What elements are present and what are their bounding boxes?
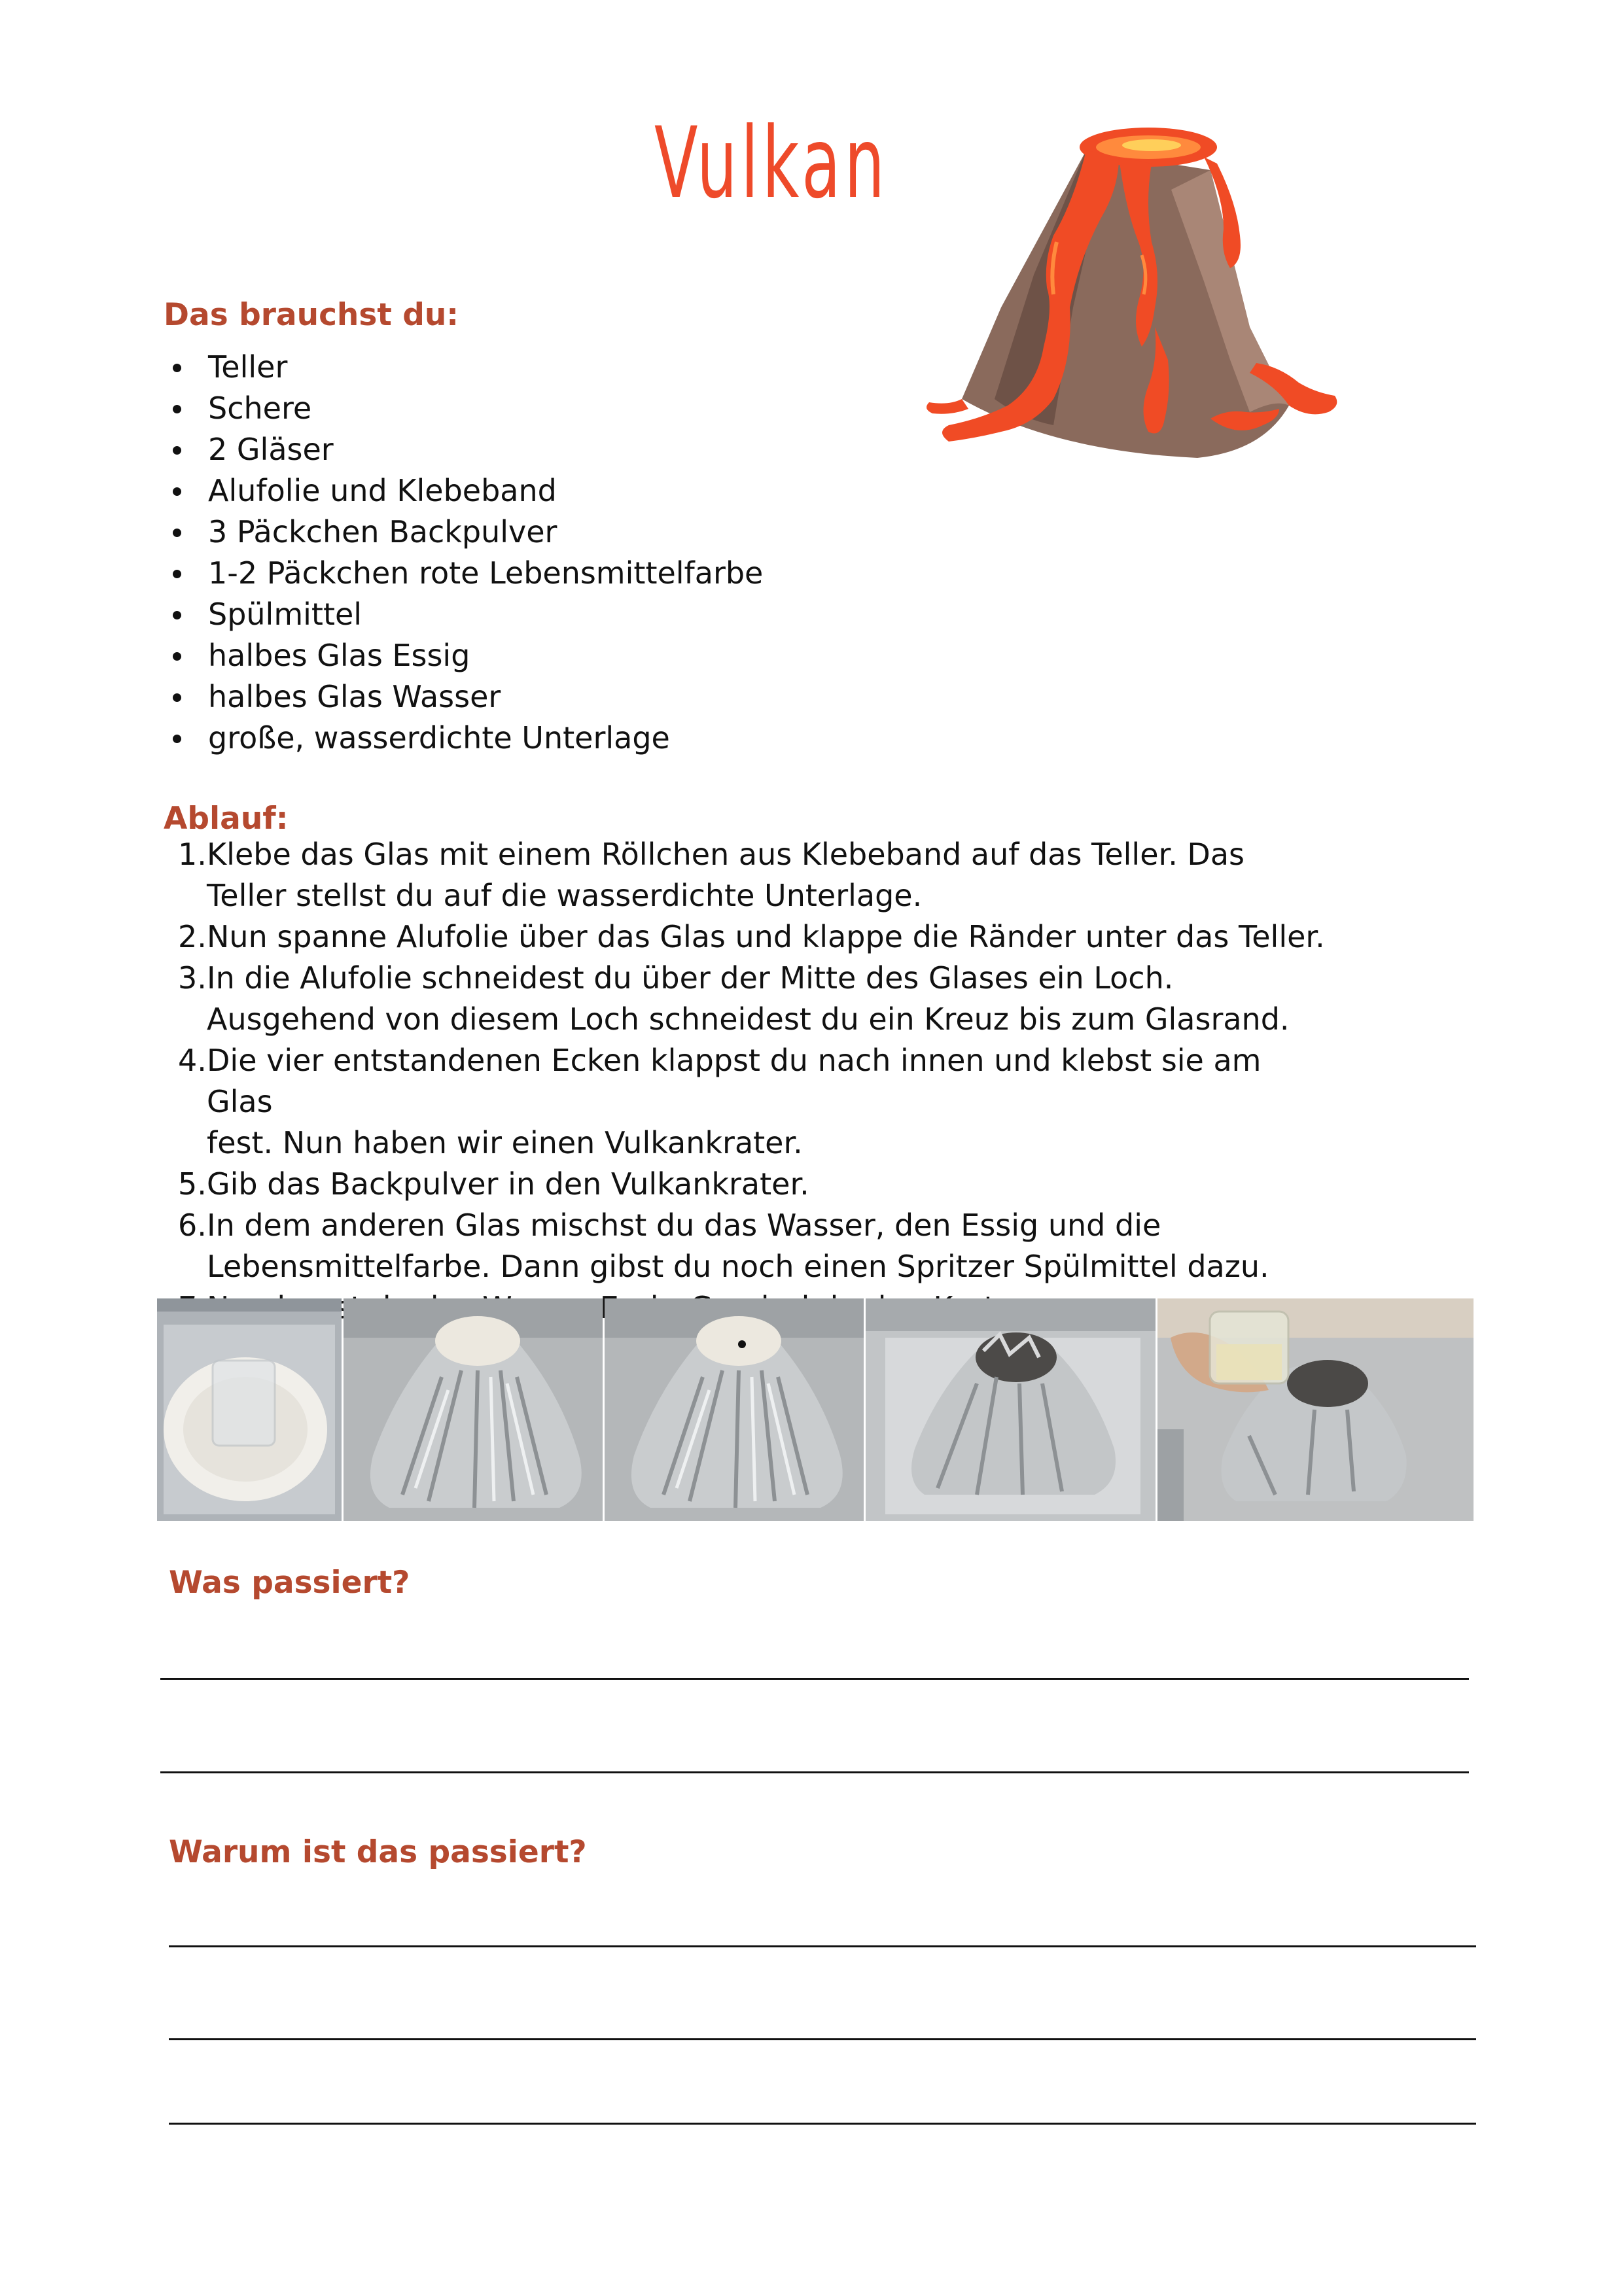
step-item: 5. Gib das Backpulver in den Vulkankrater. xyxy=(178,1166,809,1202)
photo-strip xyxy=(157,1298,1474,1521)
question-why: Warum ist das passiert? xyxy=(169,1834,587,1870)
photo-foil-hole xyxy=(605,1298,864,1521)
answer-line[interactable] xyxy=(160,1678,1469,1680)
list-item: 2 Gläser xyxy=(164,429,763,470)
materials-heading: Das brauchst du: xyxy=(164,297,459,333)
photo-plate-glass xyxy=(157,1298,342,1521)
procedure-steps xyxy=(164,834,1328,1329)
answer-line[interactable] xyxy=(169,1945,1476,1947)
list-item: 1-2 Päckchen rote Lebensmittelfarbe xyxy=(164,553,763,594)
procedure-heading: Ablauf: xyxy=(164,801,289,837)
step-item: 6. In dem anderen Glas mischst du das Wasser, den Essig und die Lebensmittelfarbe. Dann gibst du noch einen Spritzer Spülmittel dazu. xyxy=(178,1208,1269,1284)
list-item: Alufolie und Klebeband xyxy=(164,470,763,512)
answer-line[interactable] xyxy=(169,2038,1476,2040)
list-item: Teller xyxy=(164,347,763,388)
volcano-illustration xyxy=(923,111,1348,478)
materials-list xyxy=(164,347,763,759)
step-item: 1. Klebe das Glas mit einem Röllchen aus Klebeband auf das Teller. Das Teller stellst du auf die wasserdichte Unterlage. xyxy=(178,837,1245,913)
step-item: 4. Die vier entstandenen Ecken klappst du nach innen und klebst sie am Glas fest. Nun haben wir einen Vulkankrater. xyxy=(178,1043,1262,1160)
list-item: halbes Glas Essig xyxy=(164,635,763,676)
list-item: 3 Päckchen Backpulver xyxy=(164,512,763,553)
question-what-happens: Was passiert? xyxy=(169,1565,410,1601)
list-item: Schere xyxy=(164,388,763,429)
step-item: 3. In die Alufolie schneidest du über der Mitte des Glases ein Loch. Ausgehend von diesem Loch schneidest du ein Kreuz bis zum Glasrand. xyxy=(178,960,1290,1037)
photo-foil-crater xyxy=(866,1298,1156,1521)
photo-pouring xyxy=(1157,1298,1474,1521)
list-item: Spülmittel xyxy=(164,594,763,635)
list-item: große, wasserdichte Unterlage xyxy=(164,718,763,759)
photo-foil-dome xyxy=(344,1298,603,1521)
answer-line[interactable] xyxy=(160,1771,1469,1773)
answer-line[interactable] xyxy=(169,2123,1476,2125)
page-title: Vulkan xyxy=(654,107,889,220)
step-item: 2. Nun spanne Alufolie über das Glas und klappe die Ränder unter das Teller. xyxy=(178,919,1325,954)
list-item: halbes Glas Wasser xyxy=(164,676,763,718)
